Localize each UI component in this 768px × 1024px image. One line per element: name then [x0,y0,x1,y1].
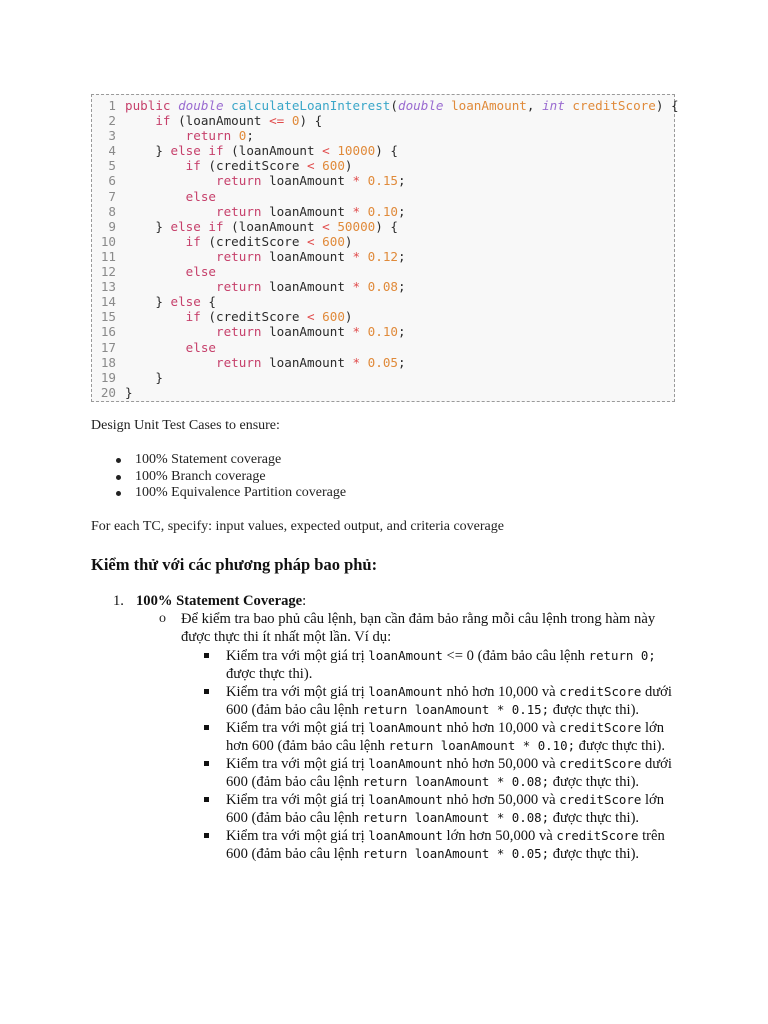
code-line [92,355,674,370]
code-text [125,143,398,158]
code-token: < [307,233,323,249]
code-text [125,219,398,234]
sub-bullet-marker: o [159,611,166,626]
code-token: ; [398,248,406,264]
code-token [125,355,216,370]
code-token: creditScore [572,98,656,113]
code-token [125,189,186,204]
code-token: < [307,309,323,325]
inline-code: loanAmount [368,684,443,699]
ordered-item-title: 100% Statement Coverage [136,593,303,609]
test-case-text: nhỏ hơn 10,000 và [442,684,560,700]
code-token: loanAmount [269,248,353,264]
code-text [125,113,322,128]
code-token: } [125,143,171,159]
code-line [92,204,674,219]
code-token: ) { [655,98,679,113]
code-token: return [216,248,270,264]
code-token: , [526,98,543,113]
code-token: else [185,188,217,204]
line-number: 12 [100,264,116,280]
code-text [125,158,353,173]
ordered-item-title-suffix: : [302,593,307,609]
section-heading: Kiểm thử với các phương pháp bao phủ: [91,555,378,574]
inline-code: creditScore [559,720,642,735]
ordered-item-number: 1. [113,593,124,609]
line-number: 17 [100,339,116,355]
code-token: return [216,324,270,340]
code-token: if [185,233,209,249]
instruction-text: For each TC, specify: input values, expected output, and criteria coverage [91,519,504,534]
test-case-text: được thực thi). [549,846,640,862]
line-number: 16 [100,324,116,340]
code-token: ) [344,233,353,249]
code-token: return [185,128,239,144]
line-number: 13 [100,279,116,295]
code-token: { [208,294,217,310]
line-number: 20 [100,384,116,400]
code-token: 0.10 [367,324,398,340]
inline-code: loanAmount [368,648,443,663]
inline-code: return loanAmount * 0.08; [362,774,550,789]
code-token: loanAmount [269,279,353,295]
code-text [125,98,679,113]
code-token: if [185,309,209,325]
code-line [92,219,674,234]
code-token: 0 [238,128,247,144]
code-token: double [178,98,232,113]
line-number: 6 [108,173,116,189]
coverage-item: 100% Statement coverage [116,452,346,469]
code-text [125,204,406,219]
code-token: else [170,294,209,310]
test-case-text: lớn hơn 50,000 và [442,828,557,844]
test-case-text: nhỏ hơn 50,000 và [442,756,560,772]
code-line [92,324,674,339]
line-number: 15 [100,309,116,325]
test-case-item [204,683,682,719]
code-token: 0.05 [367,354,398,370]
test-case-text: dưới 600 (đảm bảo câu lệnh [226,756,672,790]
code-line [92,370,674,385]
code-text [125,355,406,370]
code-token: else if [170,218,232,234]
code-text [125,385,133,400]
code-text [125,234,353,249]
inline-code: return loanAmount * 0.05; [362,846,550,861]
code-token: * [352,279,368,295]
code-token [125,113,155,128]
inline-code: creditScore [556,828,639,843]
code-token: int [542,98,573,113]
test-case-text: nhỏ hơn 10,000 và [442,720,560,736]
code-line [92,385,674,400]
code-token: if [155,113,179,129]
code-token: ) { [299,113,323,129]
code-token: 600 [322,233,345,249]
code-token: <= [269,113,292,129]
line-number: 2 [108,113,116,129]
line-number: 18 [100,354,116,370]
intro-text: Design Unit Test Cases to ensure: [91,418,280,433]
code-token [125,279,216,294]
code-token: * [352,324,368,340]
code-line [92,173,674,188]
code-line [92,128,674,143]
code-line [92,309,674,324]
code-token: else [185,264,217,280]
code-token: (creditScore [208,233,307,249]
code-line [92,294,674,309]
code-token [125,264,186,279]
test-case-item [204,827,682,863]
line-number: 1 [108,98,116,113]
code-token: < [322,218,338,234]
code-token: else if [170,143,232,159]
code-token: ; [398,279,406,295]
code-token: 600 [322,309,345,325]
code-token: * [352,203,368,219]
inline-code: creditScore [559,756,642,771]
inline-code: creditScore [559,684,642,699]
test-case-text: nhỏ hơn 50,000 và [442,792,560,808]
test-case-text: lớn hơn 600 (đảm bảo câu lệnh [226,720,665,754]
code-token: loanAmount [269,324,353,340]
test-case-text: được thực thi). [226,666,313,682]
code-line [92,249,674,264]
test-case-text: trên 600 (đảm bảo câu lệnh [226,828,665,862]
code-line [92,189,674,204]
code-token: * [352,354,368,370]
code-text [125,294,216,309]
code-token [125,249,216,264]
code-token: return [216,354,270,370]
line-number: 5 [108,158,116,174]
code-figure [91,94,679,402]
test-case-text: được thực thi). [549,702,640,718]
test-case-item [204,647,682,683]
inline-code: return loanAmount * 0.10; [388,738,576,753]
code-token: } [125,384,133,400]
code-token: (creditScore [208,309,307,325]
line-number: 3 [108,128,116,144]
inline-code: loanAmount [368,792,443,807]
code-text [125,173,406,188]
test-case-item [204,755,682,791]
test-case-text: Kiểm tra với một giá trị [226,720,369,736]
coverage-item: 100% Branch coverage [116,469,346,486]
code-token: 0.08 [367,279,398,295]
code-token [125,158,186,173]
test-case-text: được thực thi). [575,738,666,754]
inline-code: return 0; [588,648,656,663]
code-token: else [185,339,217,355]
code-token [125,234,186,249]
code-line [92,340,674,355]
test-case-item [204,719,682,755]
code-token: (creditScore [208,158,307,174]
code-text [125,249,406,264]
code-token [125,128,186,143]
inline-code: loanAmount [368,828,443,843]
test-case-item [204,791,682,827]
code-token: * [352,248,368,264]
code-token: ; [398,324,406,340]
code-token: ) { [375,218,399,234]
code-line [92,264,674,279]
code-token: (loanAmount [231,218,323,234]
code-token: ; [398,173,406,189]
code-token: } [125,218,171,234]
code-token: 10000 [337,143,376,159]
line-number: 8 [108,203,116,219]
code-line [92,279,674,294]
code-token: } [125,294,171,310]
test-case-text: Kiểm tra với một giá trị [226,756,369,772]
code-token: ; [398,203,406,219]
inline-code: loanAmount [368,720,443,735]
code-token: return [216,203,270,219]
code-token: return [216,173,270,189]
inline-code: return loanAmount * 0.15; [362,702,550,717]
code-text [125,128,254,143]
code-token: (loanAmount [231,143,323,159]
code-token: 0.10 [367,203,398,219]
code-token: (loanAmount [178,113,270,129]
code-text [125,189,216,204]
code-token [125,204,216,219]
code-token: 0.15 [367,173,398,189]
code-token: loanAmount [269,354,353,370]
code-token: < [322,143,338,159]
test-case-text: được thực thi). [549,810,640,826]
test-case-text: Kiểm tra với một giá trị [226,792,369,808]
code-token: 600 [322,158,345,174]
code-token: 0.12 [367,248,398,264]
code-token: 50000 [337,218,376,234]
test-case-text: Kiểm tra với một giá trị [226,648,369,664]
code-line [92,158,674,173]
code-text [125,264,216,279]
test-case-list [204,647,682,863]
code-line [92,113,674,128]
code-token: * [352,173,368,189]
coverage-item: 100% Equivalence Partition coverage [116,485,346,502]
statement-coverage-description: Để kiểm tra bao phủ câu lệnh, bạn cần đảm bảo rằng mỗi câu lệnh trong hàm này được thực thi ít nhất một lần. Ví dụ: [181,611,656,645]
code-token: loanAmount [451,98,527,113]
test-case-text: Kiểm tra với một giá trị [226,828,369,844]
code-token: < [307,158,323,174]
line-number: 14 [100,294,116,310]
code-token: loanAmount [269,173,353,189]
code-token: } [125,369,163,385]
line-number: 4 [108,143,116,159]
code-text [125,370,163,385]
code-line [92,98,679,113]
code-token: ) { [375,143,399,159]
code-token: calculateLoanInterest [231,98,391,113]
code-token: if [185,158,209,174]
coverage-list [116,452,346,502]
code-token [125,309,186,324]
code-token: ) [344,309,353,325]
line-number: 9 [108,218,116,234]
line-number: 10 [100,233,116,249]
code-token [125,173,216,188]
code-line [92,143,674,158]
inline-code: return loanAmount * 0.08; [362,810,550,825]
inline-code: creditScore [559,792,642,807]
code-text [125,340,216,355]
code-text [125,309,353,324]
code-token: ; [246,128,254,144]
code-token: loanAmount [269,203,353,219]
test-case-text: dưới 600 (đảm bảo câu lệnh [226,684,672,718]
test-case-text: Kiểm tra với một giá trị [226,684,369,700]
code-token [125,340,186,355]
ordered-item-statement-coverage [113,593,306,610]
code-token: double [397,98,452,113]
line-number: 19 [100,369,116,385]
code-token: return [216,279,270,295]
code-text [125,279,406,294]
code-token: 0 [291,113,300,129]
test-case-text: lớn 600 (đảm bảo câu lệnh [226,792,665,826]
line-number: 7 [108,188,116,204]
code-token [125,324,216,339]
line-number: 11 [100,248,116,264]
code-token: ) [344,158,353,174]
code-token: public [125,98,179,113]
test-case-text: được thực thi). [549,774,640,790]
code-text [125,324,406,339]
inline-code: loanAmount [368,756,443,771]
code-token: ( [390,98,398,113]
code-token: ; [398,354,406,370]
code-line [92,234,674,249]
test-case-text: <= 0 (đảm bảo câu lệnh [442,648,589,664]
